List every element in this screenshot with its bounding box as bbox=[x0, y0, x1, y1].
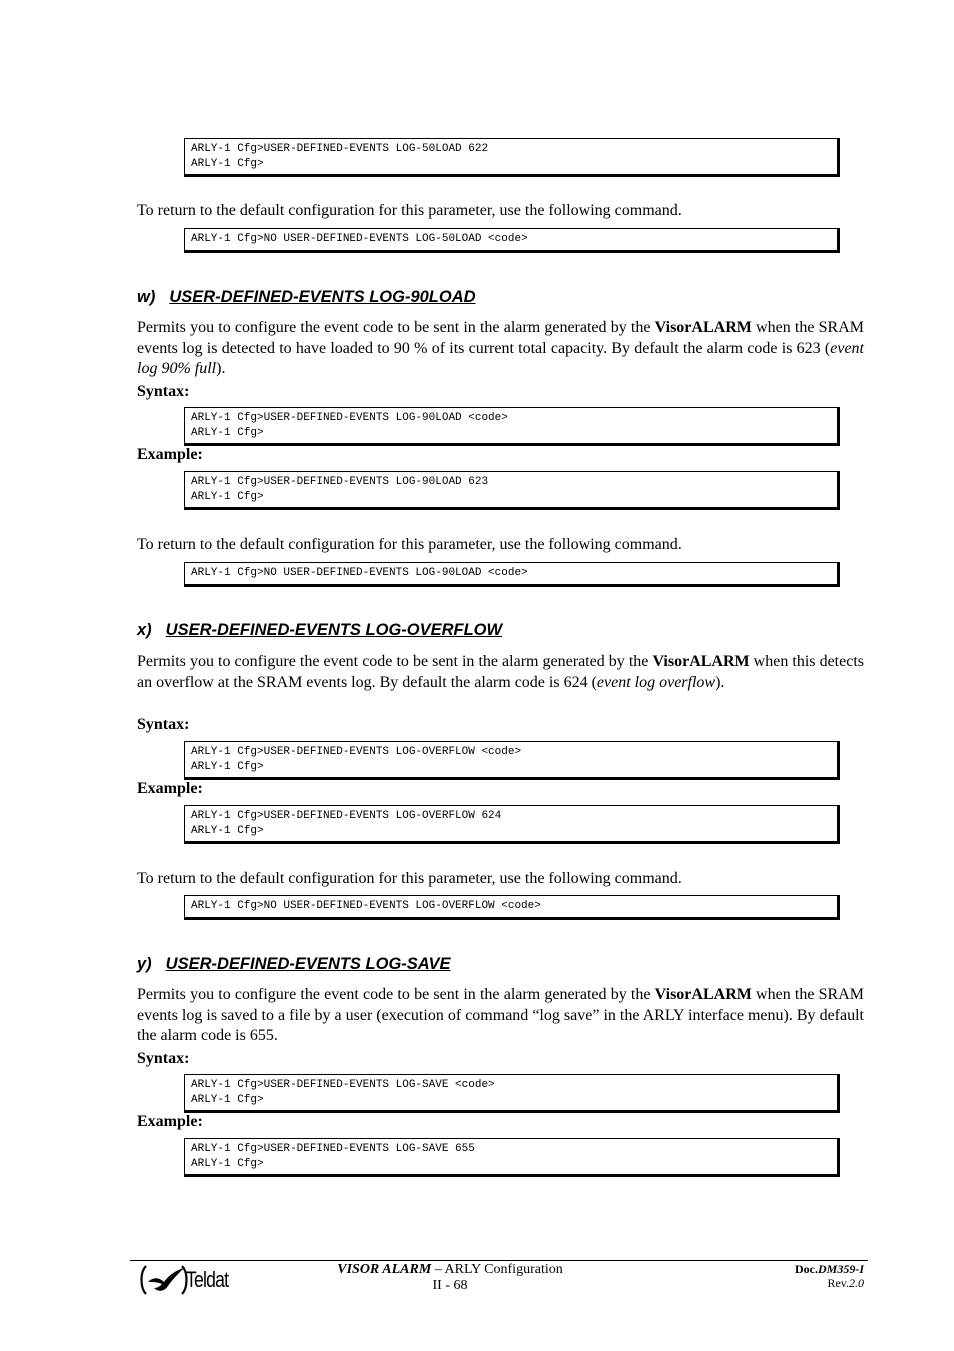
example-label: Example: bbox=[137, 1113, 203, 1130]
code-block-syntax-y: ARLY-1 Cfg>USER-DEFINED-EVENTS LOG-SAVE <code> ARLY-1 Cfg> bbox=[184, 1074, 840, 1113]
footer-divider bbox=[130, 1260, 868, 1261]
section-description-y bbox=[137, 985, 864, 1047]
chapter-title: – ARLY Configuration bbox=[431, 1262, 563, 1277]
footer-document-title bbox=[300, 1262, 600, 1294]
logo-wordmark: Teldat bbox=[186, 1267, 229, 1292]
bird-logo-icon bbox=[138, 1262, 190, 1298]
code-block-log-50load-example: ARLY-1 Cfg>USER-DEFINED-EVENTS LOG-50LOAD 622 ARLY-1 Cfg> bbox=[184, 138, 840, 177]
desc-text: when the SRAM events log is detected to have loaded to 90 % of its current total capacity. By default the alarm code is 623 ( bbox=[137, 319, 864, 357]
desc-text: when the SRAM events log is saved to a file by a user (execution of command “log save” in the ARLY interface menu). By default the alarm code is 655. bbox=[137, 986, 864, 1044]
code-block-example-y: ARLY-1 Cfg>USER-DEFINED-EVENTS LOG-SAVE 655 ARLY-1 Cfg> bbox=[184, 1138, 840, 1177]
code-block-no-w: ARLY-1 Cfg>NO USER-DEFINED-EVENTS LOG-90LOAD <code> bbox=[184, 562, 840, 587]
return-default-text: To return to the default configuration for this parameter, use the following command. bbox=[137, 202, 682, 219]
section-heading-x bbox=[137, 621, 502, 640]
code-block-example-w: ARLY-1 Cfg>USER-DEFINED-EVENTS LOG-90LOAD 623 ARLY-1 Cfg> bbox=[184, 471, 840, 510]
code-block-example-x: ARLY-1 Cfg>USER-DEFINED-EVENTS LOG-OVERFLOW 624 ARLY-1 Cfg> bbox=[184, 805, 840, 844]
section-title: USER-DEFINED-EVENTS LOG-OVERFLOW bbox=[165, 621, 503, 639]
page-number: II - 68 bbox=[432, 1278, 468, 1293]
return-default-text: To return to the default configuration for this parameter, use the following command. bbox=[137, 536, 682, 553]
desc-event-name: event log overflow bbox=[596, 673, 716, 691]
rev-prefix: Rev. bbox=[827, 1276, 849, 1290]
section-title: USER-DEFINED-EVENTS LOG-90LOAD bbox=[169, 288, 476, 306]
section-heading-y bbox=[137, 955, 450, 974]
rev-number: 2.0 bbox=[849, 1276, 864, 1290]
example-label: Example: bbox=[137, 446, 203, 463]
desc-text: Permits you to configure the event code to be sent in the alarm generated by the bbox=[137, 986, 655, 1003]
section-heading-w bbox=[137, 288, 476, 307]
desc-text: Permits you to configure the event code to be sent in the alarm generated by the bbox=[137, 319, 655, 336]
desc-event-name: event log 90% full bbox=[137, 339, 864, 377]
section-letter: y) bbox=[137, 955, 152, 973]
desc-text: ). bbox=[216, 360, 226, 377]
desc-product-name: VisorALARM bbox=[654, 986, 752, 1003]
desc-text: Permits you to configure the event code to be sent in the alarm generated by the bbox=[137, 653, 653, 670]
section-description-x bbox=[137, 652, 864, 693]
code-block-syntax-x: ARLY-1 Cfg>USER-DEFINED-EVENTS LOG-OVERFLOW <code> ARLY-1 Cfg> bbox=[184, 741, 840, 780]
desc-product-name: VisorALARM bbox=[654, 319, 752, 336]
syntax-label: Syntax: bbox=[137, 716, 190, 733]
product-name: VISOR ALARM bbox=[337, 1262, 432, 1277]
section-letter: w) bbox=[137, 288, 156, 306]
return-default-text: To return to the default configuration for this parameter, use the following command. bbox=[137, 870, 682, 887]
desc-product-name: VisorALARM bbox=[652, 653, 750, 670]
syntax-label: Syntax: bbox=[137, 383, 190, 400]
desc-text: ). bbox=[715, 673, 725, 691]
company-logo bbox=[138, 1262, 248, 1298]
section-description-w bbox=[137, 318, 864, 380]
code-block-no-log-50load: ARLY-1 Cfg>NO USER-DEFINED-EVENTS LOG-50LOAD <code> bbox=[184, 228, 840, 253]
section-letter: x) bbox=[137, 621, 152, 639]
doc-prefix: Doc. bbox=[794, 1262, 818, 1276]
syntax-label: Syntax: bbox=[137, 1050, 190, 1067]
section-title: USER-DEFINED-EVENTS LOG-SAVE bbox=[165, 955, 451, 973]
code-block-syntax-w: ARLY-1 Cfg>USER-DEFINED-EVENTS LOG-90LOAD <code> ARLY-1 Cfg> bbox=[184, 407, 840, 446]
footer-doc-info bbox=[714, 1262, 864, 1290]
desc-text: when this detects an overflow at the SRAM events log. By default the alarm code is 624 ( bbox=[137, 653, 864, 691]
code-block-no-x: ARLY-1 Cfg>NO USER-DEFINED-EVENTS LOG-OVERFLOW <code> bbox=[184, 895, 840, 920]
doc-id: DM359-I bbox=[817, 1262, 864, 1276]
example-label: Example: bbox=[137, 780, 203, 797]
